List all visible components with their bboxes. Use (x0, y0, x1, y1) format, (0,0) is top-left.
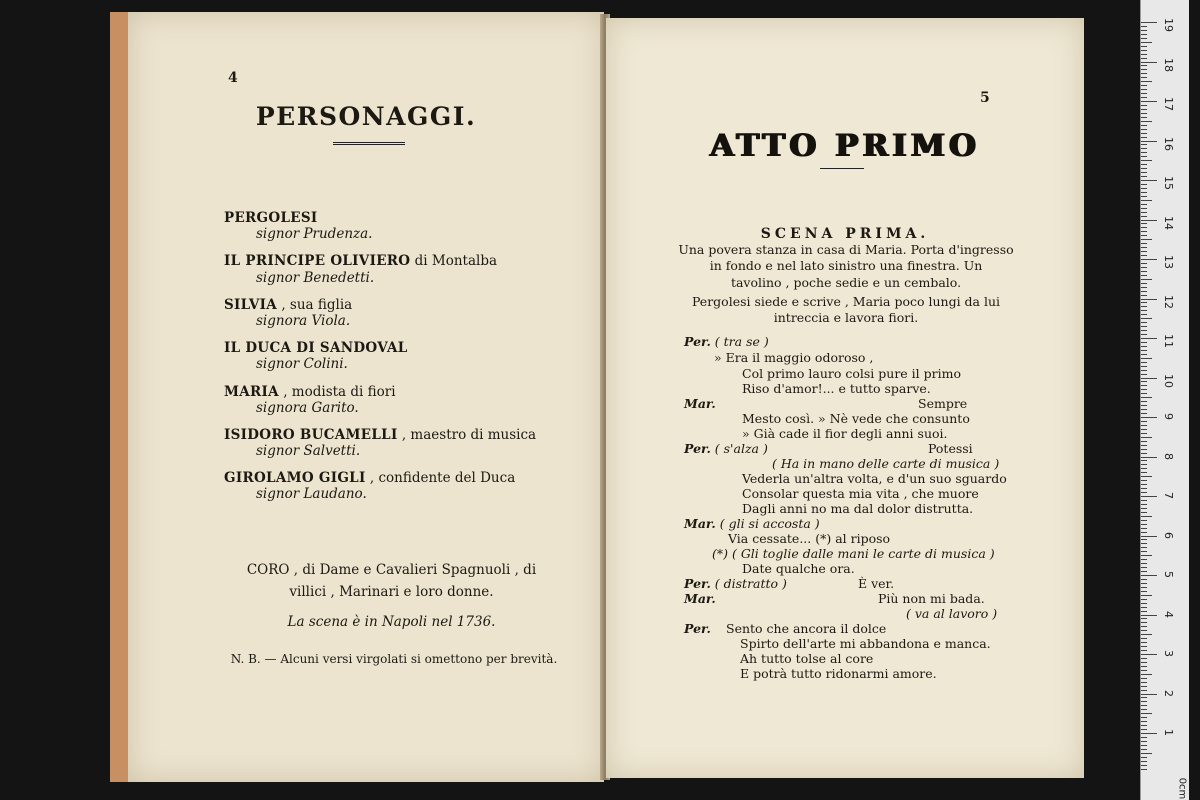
cast-entry (224, 210, 604, 242)
ruler-minor-tick (1141, 30, 1147, 31)
ruler-minor-tick (1141, 85, 1147, 86)
ruler-minor-tick (1141, 322, 1147, 323)
ruler-number: 4 (1162, 610, 1175, 618)
ruler-minor-tick (1141, 212, 1147, 213)
role-name: SILVIA (224, 296, 278, 313)
ruler-minor-tick (1141, 524, 1147, 525)
stage-aside: ( Ha in mano delle carte di musica ) (772, 456, 1000, 471)
ruler-minor-tick (1141, 223, 1147, 224)
ruler-tick (1141, 694, 1157, 695)
ruler-tick (1141, 338, 1157, 339)
nb-note: N. B. — Alcuni versi virgolati si omettono per brevità. (230, 652, 558, 666)
ruler-minor-tick (1141, 184, 1147, 185)
ruler-minor-tick (1141, 480, 1147, 481)
ruler-minor-tick (1141, 599, 1147, 600)
dialogue-line (684, 396, 716, 411)
ruler-minor-tick (1141, 559, 1147, 560)
ruler-minor-tick (1141, 156, 1147, 157)
ruler-minor-tick (1141, 409, 1147, 410)
ruler-minor-tick (1141, 741, 1147, 742)
dialogue-line: Vederla un'altra volta, e d'un suo sguardo (742, 471, 1007, 486)
ruler-minor-tick (1141, 393, 1147, 394)
ruler-minor-tick (1141, 350, 1147, 351)
ruler-minor-tick (1141, 318, 1152, 319)
ruler-minor-tick (1141, 425, 1147, 426)
act-title: ATTO PRIMO (709, 128, 981, 164)
dialogue-line: Potessi (928, 441, 973, 456)
ruler-minor-tick (1141, 129, 1147, 130)
speaker: Mar. (684, 396, 716, 411)
ruler-minor-tick (1141, 105, 1147, 106)
ruler-minor-tick (1141, 583, 1147, 584)
ruler-minor-tick (1141, 500, 1147, 501)
ruler-minor-tick (1141, 666, 1147, 667)
ruler-minor-tick (1141, 152, 1147, 153)
ruler-minor-tick (1141, 306, 1147, 307)
ruler-minor-tick (1141, 208, 1147, 209)
ruler-minor-tick (1141, 520, 1147, 521)
actor-name: signor Prudenza. (256, 226, 373, 243)
dialogue-line: Via cessate... (*) al riposo (728, 531, 891, 546)
page-number-left: 4 (228, 70, 238, 86)
ruler-minor-tick (1141, 512, 1147, 513)
cast-entry (224, 253, 604, 285)
ruler-minor-tick (1141, 389, 1147, 390)
dialogue-line: Spirto dell'arte mi abbandona e manca. (740, 636, 991, 651)
ruler-minor-tick (1141, 227, 1147, 228)
ruler-minor-tick (1141, 453, 1147, 454)
ruler-minor-tick (1141, 567, 1147, 568)
dialogue-line: Riso d'amor!... e tutto sparve. (742, 381, 931, 396)
stage-line: intreccia e lavora fiori. (773, 310, 919, 326)
role-name: PERGOLESI (224, 210, 318, 226)
ruler-minor-tick (1141, 433, 1147, 434)
actor-name: signor Benedetti. (256, 269, 375, 286)
ruler-minor-tick (1141, 595, 1152, 596)
ruler-tick (1141, 496, 1157, 497)
ruler-minor-tick (1141, 231, 1147, 232)
cast-entry (224, 297, 604, 329)
dialogue-line: Mesto così. » Nè vede che consunto (742, 411, 970, 426)
ruler-number: 15 (1162, 176, 1175, 190)
ruler-minor-tick (1141, 441, 1147, 442)
ruler-minor-tick (1141, 737, 1147, 738)
dialogue-line (684, 441, 768, 456)
ruler-minor-tick (1141, 421, 1147, 422)
ruler-minor-tick (1141, 504, 1147, 505)
ruler-minor-tick (1141, 551, 1147, 552)
ruler-minor-tick (1141, 113, 1147, 114)
chorus-line: villici , Marinari e loro donne. (289, 583, 494, 600)
ruler-minor-tick (1141, 591, 1147, 592)
ruler-minor-tick (1141, 89, 1147, 90)
ruler-minor-tick (1141, 275, 1147, 276)
right-page (606, 18, 1084, 778)
ruler-minor-tick (1141, 326, 1147, 327)
ruler-minor-tick (1141, 58, 1147, 59)
role-name: ISIDORO BUCAMELLI (224, 426, 398, 443)
speaker: Per. (684, 576, 711, 591)
ruler-minor-tick (1141, 678, 1147, 679)
ruler-minor-tick (1141, 287, 1147, 288)
chorus-line: CORO , di Dame e Cavalieri Spagnuoli , di (246, 562, 537, 578)
dialogue-line: Dagli anni no ma dal dolor distrutta. (742, 501, 974, 516)
ruler-minor-tick (1141, 121, 1152, 122)
ruler-minor-tick (1141, 642, 1147, 643)
ruler-minor-tick (1141, 125, 1147, 126)
ruler-minor-tick (1141, 334, 1147, 335)
scene-title: SCENA PRIMA. (760, 226, 930, 242)
ruler-minor-tick (1141, 397, 1152, 398)
stage-direction (666, 242, 1026, 291)
ruler-minor-tick (1141, 247, 1147, 248)
ruler-minor-tick (1141, 73, 1147, 74)
stage-line: Pergolesi siede e scrive , Maria poco lungi da lui (691, 294, 1001, 309)
scene-setting-note: La scena è in Napoli nel 1736. (287, 614, 496, 630)
ruler-minor-tick (1141, 607, 1147, 608)
ruler-minor-tick (1141, 310, 1147, 311)
ruler-minor-tick (1141, 674, 1152, 675)
ruler-minor-tick (1141, 634, 1152, 635)
ruler-minor-tick (1141, 725, 1147, 726)
ruler-minor-tick (1141, 611, 1147, 612)
ruler-number: 12 (1162, 294, 1175, 309)
ruler-tick (1141, 259, 1157, 260)
ruler-minor-tick (1141, 330, 1147, 331)
role-name: IL DUCA DI SANDOVAL (224, 340, 408, 357)
ruler-minor-tick (1141, 204, 1147, 205)
role-desc: , sua figlia (277, 296, 353, 313)
role-desc: , modista di fiori (278, 383, 396, 400)
ruler-tick (1141, 615, 1157, 616)
ruler-minor-tick (1141, 50, 1147, 51)
stage-aside: ( s'alza ) (714, 441, 768, 456)
ruler-minor-tick (1141, 46, 1147, 47)
ruler-minor-tick (1141, 251, 1147, 252)
ruler-number: 6 (1162, 531, 1175, 539)
ruler-minor-tick (1141, 69, 1147, 70)
dialogue-line (684, 576, 787, 591)
ruler-minor-tick (1141, 342, 1147, 343)
chorus-note (224, 560, 559, 603)
ruler-minor-tick (1141, 263, 1147, 264)
cast-title: PERSONAGGI. (255, 102, 477, 131)
dialogue-line: Consolar questa mia vita , che muore (742, 486, 979, 501)
ruler-minor-tick (1141, 761, 1147, 762)
ruler-tick (1141, 457, 1157, 458)
ruler-minor-tick (1141, 472, 1147, 473)
ruler-number: 8 (1162, 452, 1175, 460)
ruler-minor-tick (1141, 682, 1147, 683)
ruler-minor-tick (1141, 97, 1147, 98)
ruler-number: 1 (1162, 729, 1175, 736)
ruler-minor-tick (1141, 196, 1147, 197)
ruler-minor-tick (1141, 77, 1147, 78)
ruler-tick (1141, 733, 1157, 734)
ruler-minor-tick (1141, 713, 1152, 714)
dialogue-line: Col primo lauro colsi pure il primo (742, 366, 961, 381)
ruler-minor-tick (1141, 618, 1147, 619)
ruler-minor-tick (1141, 749, 1147, 750)
speaker: Per. (684, 334, 711, 349)
ruler-tick (1141, 62, 1157, 63)
ruler-minor-tick (1141, 670, 1147, 671)
ruler-minor-tick (1141, 137, 1147, 138)
ruler-number: 11 (1162, 334, 1175, 348)
ruler-minor-tick (1141, 370, 1147, 371)
speaker: Mar. (684, 516, 716, 531)
ruler-minor-tick (1141, 508, 1147, 509)
ruler-minor-tick (1141, 658, 1147, 659)
cast-entry (224, 340, 604, 372)
ruler-minor-tick (1141, 745, 1147, 746)
stage-line: tavolino , poche sedie e un cembalo. (730, 274, 962, 290)
ruler-minor-tick (1141, 354, 1147, 355)
ruler-minor-tick (1141, 188, 1147, 189)
stage-line: in fondo e nel lato sinistro una finestra. Un (709, 258, 983, 274)
ruler-minor-tick (1141, 638, 1147, 639)
ruler-minor-tick (1141, 314, 1147, 315)
ruler-minor-tick (1141, 243, 1147, 244)
ruler-minor-tick (1141, 460, 1147, 461)
ruler-minor-tick (1141, 492, 1147, 493)
ruler-minor-tick (1141, 200, 1152, 201)
role-name: GIROLAMO GIGLI (224, 470, 366, 487)
ruler-minor-tick (1141, 464, 1147, 465)
ruler-minor-tick (1141, 516, 1152, 517)
role-desc: , maestro di musica (397, 426, 537, 443)
ruler-minor-tick (1141, 176, 1147, 177)
ruler-minor-tick (1141, 650, 1147, 651)
cast-list (224, 210, 604, 514)
ruler-minor-tick (1141, 717, 1147, 718)
ruler-minor-tick (1141, 753, 1152, 754)
dialogue-line: È ver. (858, 576, 895, 591)
ruler-minor-tick (1141, 148, 1147, 149)
stage-aside: ( va al lavoro ) (906, 606, 998, 621)
cast-entry (224, 427, 604, 459)
ruler-minor-tick (1141, 484, 1147, 485)
ruler-minor-tick (1141, 374, 1147, 375)
ruler-minor-tick (1141, 239, 1152, 240)
ruler-minor-tick (1141, 144, 1147, 145)
ruler-minor-tick (1141, 381, 1147, 382)
ruler-minor-tick (1141, 547, 1147, 548)
ruler-minor-tick (1141, 358, 1152, 359)
ruler-minor-tick (1141, 622, 1147, 623)
act-rule (820, 168, 864, 170)
actor-name: signora Viola. (256, 312, 351, 329)
actor-name: signor Laudano. (256, 486, 367, 503)
dialogue-line: » Già cade il fior degli anni suoi. (742, 426, 948, 441)
dialogue-line: Ah tutto tolse al core (740, 651, 874, 666)
ruler-minor-tick (1141, 701, 1147, 702)
ruler-minor-tick (1141, 449, 1147, 450)
ruler-minor-tick (1141, 587, 1147, 588)
ruler-minor-tick (1141, 271, 1147, 272)
ruler-minor-tick (1141, 765, 1147, 766)
speaker: Mar. (684, 591, 716, 606)
stage-line: Una povera stanza in casa di Maria. Porta d'ingresso (678, 242, 1014, 257)
ruler-tick (1141, 299, 1157, 300)
ruler-minor-tick (1141, 401, 1147, 402)
ruler-tick (1141, 141, 1157, 142)
role-name: MARIA (224, 383, 279, 400)
ruler-tick (1141, 101, 1157, 102)
ruler-minor-tick (1141, 563, 1147, 564)
speaker: Per. (684, 441, 711, 456)
ruler-number: 2 (1162, 689, 1175, 697)
role-name: IL PRINCIPE OLIVIERO (224, 253, 411, 270)
ruler-minor-tick (1141, 160, 1152, 161)
ruler-minor-tick (1141, 603, 1147, 604)
ruler-minor-tick (1141, 543, 1147, 544)
stage-aside: ( gli si accosta ) (719, 516, 820, 531)
dialogue-line: Date qualche ora. (742, 561, 855, 576)
actor-name: signor Colini. (256, 356, 348, 373)
dialogue-line: Sento che ancora il dolce (726, 621, 887, 636)
ruler-unit-label: 0cm (1176, 777, 1188, 800)
ruler-minor-tick (1141, 93, 1147, 94)
ruler-minor-tick (1141, 346, 1147, 347)
ruler-number: 17 (1162, 97, 1175, 111)
ruler-tick (1141, 378, 1157, 379)
ruler-minor-tick (1141, 413, 1147, 414)
dialogue-line: Più non mi bada. (878, 591, 985, 606)
stage-aside: ( distratto ) (714, 576, 787, 591)
ruler-tick (1141, 575, 1157, 576)
ruler-minor-tick (1141, 532, 1147, 533)
ruler-minor-tick (1141, 528, 1147, 529)
ruler-minor-tick (1141, 769, 1147, 770)
dialogue-line (684, 591, 716, 606)
ruler-minor-tick (1141, 117, 1147, 118)
ruler-number: 10 (1162, 373, 1175, 388)
ruler-minor-tick (1141, 255, 1147, 256)
ruler-minor-tick (1141, 26, 1147, 27)
ruler-tick (1141, 654, 1157, 655)
speaker: Per. (684, 621, 711, 636)
ruler-number: 5 (1162, 571, 1175, 578)
ruler-number: 13 (1162, 255, 1175, 269)
ruler-tick (1141, 417, 1157, 418)
ruler-minor-tick (1141, 437, 1152, 438)
ruler-minor-tick (1141, 133, 1147, 134)
ruler-minor-tick (1141, 630, 1147, 631)
ruler-minor-tick (1141, 571, 1147, 572)
dialogue-line: E potrà tutto ridonarmi amore. (740, 666, 937, 681)
ruler-number: 16 (1162, 136, 1175, 151)
ruler-minor-tick (1141, 757, 1147, 758)
ruler-minor-tick (1141, 362, 1147, 363)
ruler-minor-tick (1141, 216, 1147, 217)
stage-direction (666, 294, 1026, 327)
title-rule (333, 142, 405, 145)
ruler-minor-tick (1141, 235, 1147, 236)
ruler-minor-tick (1141, 366, 1147, 367)
ruler-minor-tick (1141, 539, 1147, 540)
ruler-minor-tick (1141, 555, 1152, 556)
ruler-minor-tick (1141, 662, 1147, 663)
cast-entry (224, 384, 604, 416)
dialogue-line (684, 516, 820, 531)
ruler-minor-tick (1141, 302, 1147, 303)
ruler-minor-tick (1141, 405, 1147, 406)
actor-name: signor Salvetti. (256, 443, 361, 460)
ruler-minor-tick (1141, 697, 1147, 698)
ruler-minor-tick (1141, 686, 1147, 687)
ruler-minor-tick (1141, 38, 1147, 39)
ruler-minor-tick (1141, 385, 1147, 386)
page-number-right: 5 (980, 90, 990, 106)
measuring-ruler (1140, 0, 1189, 800)
ruler-minor-tick (1141, 65, 1147, 66)
ruler-minor-tick (1141, 172, 1147, 173)
ruler-minor-tick (1141, 34, 1147, 35)
ruler-minor-tick (1141, 646, 1147, 647)
actor-name: signora Garito. (256, 399, 359, 416)
ruler-minor-tick (1141, 283, 1147, 284)
stage-aside: ( tra se ) (714, 334, 769, 349)
ruler-minor-tick (1141, 168, 1147, 169)
ruler-tick (1141, 536, 1157, 537)
ruler-minor-tick (1141, 267, 1147, 268)
ruler-minor-tick (1141, 705, 1147, 706)
ruler-minor-tick (1141, 445, 1147, 446)
ruler-number: 9 (1162, 413, 1175, 420)
ruler-number: 7 (1162, 492, 1175, 499)
role-desc: di Montalba (410, 253, 498, 270)
ruler-minor-tick (1141, 729, 1147, 730)
ruler-minor-tick (1141, 81, 1152, 82)
dialogue-line (684, 621, 711, 636)
ruler-minor-tick (1141, 109, 1147, 110)
ruler-minor-tick (1141, 579, 1147, 580)
ruler-minor-tick (1141, 468, 1147, 469)
ruler-minor-tick (1141, 690, 1147, 691)
ruler-number: 19 (1162, 18, 1175, 32)
ruler-tick (1141, 180, 1157, 181)
ruler-minor-tick (1141, 721, 1147, 722)
ruler-number: 18 (1162, 57, 1175, 72)
ruler-minor-tick (1141, 476, 1152, 477)
ruler-minor-tick (1141, 291, 1147, 292)
ruler-minor-tick (1141, 279, 1152, 280)
cast-entry (224, 470, 604, 502)
role-desc: , confidente del Duca (365, 470, 516, 487)
dialogue-line: Sempre (918, 396, 968, 411)
ruler-tick (1141, 220, 1157, 221)
ruler-minor-tick (1141, 54, 1147, 55)
dialogue-line (684, 334, 769, 349)
ruler-number: 14 (1162, 215, 1175, 230)
ruler-minor-tick (1141, 192, 1147, 193)
ruler-minor-tick (1141, 42, 1152, 43)
dialogue-line: » Era il maggio odoroso , (714, 350, 874, 365)
ruler-minor-tick (1141, 295, 1147, 296)
ruler-minor-tick (1141, 164, 1147, 165)
ruler-minor-tick (1141, 488, 1147, 489)
ruler-minor-tick (1141, 626, 1147, 627)
left-page (110, 12, 604, 782)
ruler-number: 3 (1162, 650, 1175, 657)
ruler-minor-tick (1141, 429, 1147, 430)
ruler-minor-tick (1141, 709, 1147, 710)
stage-aside: (*) ( Gli toglie dalle mani le carte di musica ) (712, 546, 995, 561)
ruler-tick (1141, 22, 1157, 23)
